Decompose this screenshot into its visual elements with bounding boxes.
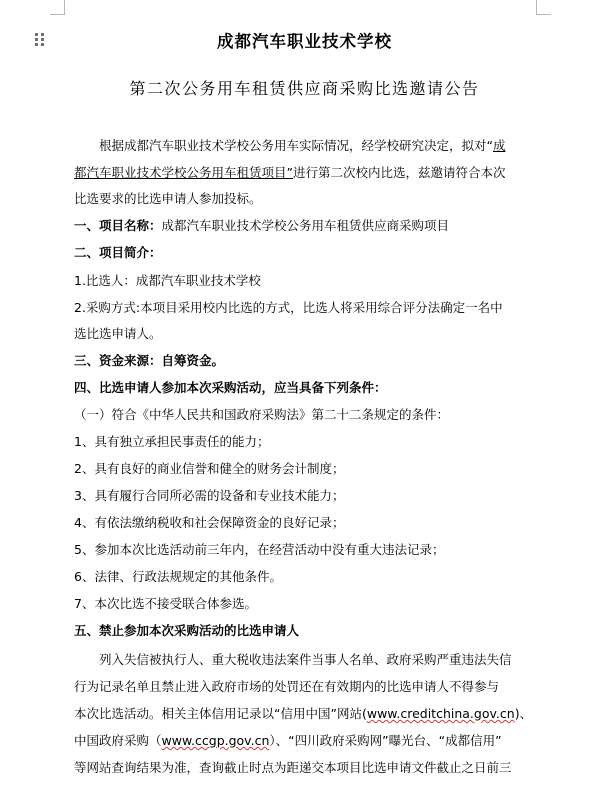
section-5-text-4a: 中国政府采购（: [74, 733, 162, 748]
section-1-value: 成都汽车职业技术学校公务用车租赁供应商采购项目: [161, 218, 450, 233]
section-4-sub-1: （一）符合《中华人民共和国政府采购法》第二十二条规定的条件：: [74, 407, 450, 422]
section-2-item-2b: 选比选申请人。: [74, 326, 162, 341]
section-4-item: 5、参加本次比选活动前三年内，在经营活动中没有重大违法记录；: [74, 542, 445, 557]
section-4-item: 6、法律、行政法规规定的其他条件。: [74, 569, 282, 584]
section-2-heading: 二、项目简介：: [74, 245, 162, 260]
intro-line-1: [99, 137, 506, 155]
intro-line-2: [74, 164, 506, 182]
school-name-heading: 成都汽车职业技术学校: [217, 32, 392, 51]
creditchina-link[interactable]: www.creditchina.gov.cn: [366, 706, 515, 721]
section-5-text-3a: 本次比选活动。相关主体信用记录以“信用中国”网站(: [74, 706, 367, 721]
section-5-text-3b: )、: [514, 706, 533, 721]
intro-text-2b: 进行第二次校内比选，兹邀请符合本次: [292, 165, 506, 180]
section-2-item-1: 1.比选人：成都汽车职业技术学校: [74, 273, 261, 288]
section-5-heading: 五、禁止参加本次采购活动的比选申请人: [74, 623, 300, 638]
section-5-line-2: 行为记录名单且禁止进入政府市场的处罚还在有效期内的比选申请人不得参与: [74, 679, 500, 694]
section-5-text-4b: ）、“四川政府采购网”曝光台、“成都信用”: [269, 733, 502, 748]
intro-project-name: 都汽车职业技术学校公务用车租赁项目”: [74, 165, 293, 180]
section-2-item-2a: 2.采购方式:本项目采用校内比选的方式，比选人将采用综合评分法确定一名中: [74, 300, 503, 315]
announcement-title: 第二次公务用车租赁供应商采购比选邀请公告: [129, 79, 480, 98]
section-4-item: 2、具有良好的商业信誉和健全的财务会计制度；: [74, 461, 345, 476]
section-1-label: 一、项目名称：: [74, 218, 162, 233]
intro-line-3: 比选要求的比选申请人参加投标。: [74, 191, 262, 206]
section-1-line: [74, 217, 449, 235]
section-4-item: 7、本次比选不接受联合体参选。: [74, 596, 257, 611]
section-5-line-4: [74, 732, 502, 750]
page-corner-mark-left: [50, 0, 65, 15]
ccgp-link[interactable]: www.ccgp.gov.cn: [161, 733, 270, 748]
page-corner-mark-right: [536, 0, 551, 15]
section-4-item: 4、有依法缴纳税收和社会保障资金的良好记录；: [74, 515, 345, 530]
section-5-line-1: 列入失信被执行人、重大税收违法案件当事人名单、政府采购严重违法失信: [99, 652, 512, 667]
section-3-heading: 三、资金来源：自筹资金。: [74, 353, 225, 368]
section-4-item: 1、具有独立承担民事责任的能力；: [74, 434, 270, 449]
intro-project-name-start: 成: [492, 138, 506, 153]
intro-text-1a: 根据成都汽车职业技术学校公务用车实际情况，经学校研究决定，拟对“: [99, 138, 493, 153]
section-4-item: 3、具有履行合同所必需的设备和专业技术能力；: [74, 488, 345, 503]
section-5-line-5: 等网站查询结果为准，查询截止时点为距递交本项目比选申请文件截止之日前三: [74, 760, 512, 775]
section-4-heading: 四、比选申请人参加本次采购活动，应当具备下列条件：: [74, 380, 387, 395]
section-5-line-3: [74, 705, 532, 723]
